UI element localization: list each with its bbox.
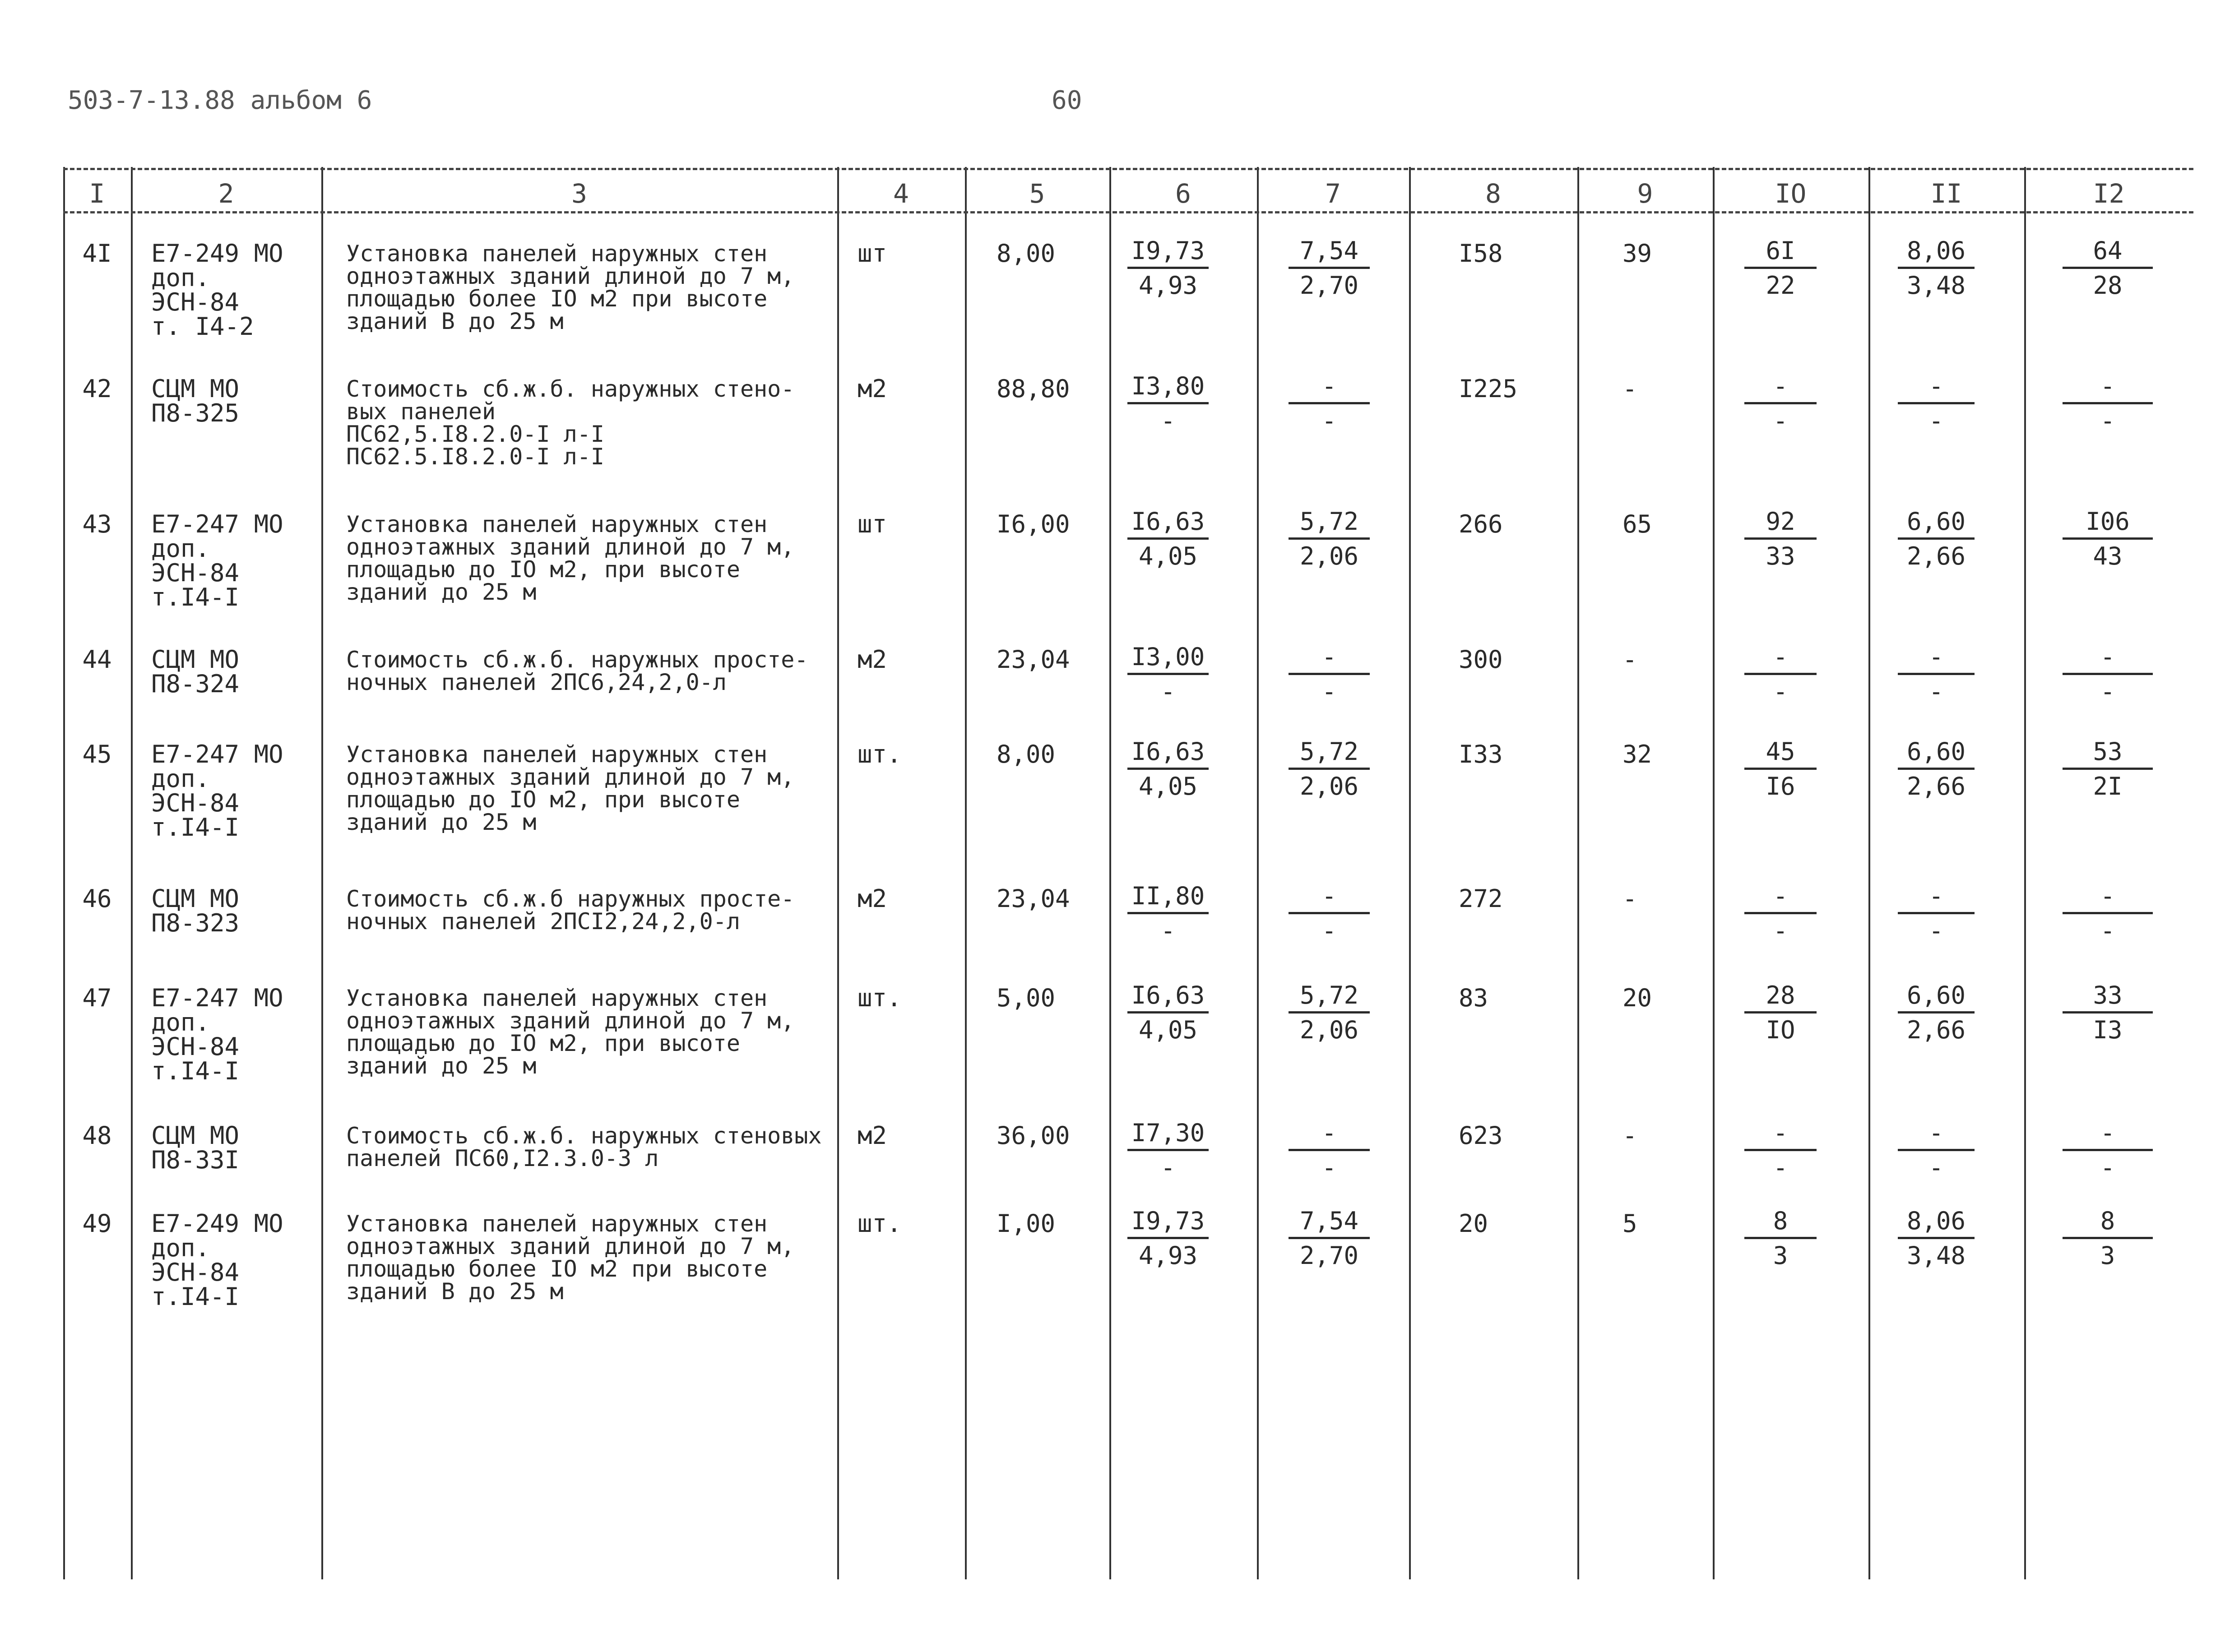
numerator: - bbox=[2063, 1119, 2153, 1151]
row-number: 46 bbox=[82, 884, 112, 913]
numerator: - bbox=[1744, 1119, 1817, 1151]
denominator: 43 bbox=[2093, 542, 2123, 570]
column-10-value bbox=[1744, 1119, 1817, 1185]
header-top-rule bbox=[63, 168, 2193, 170]
total-wage: - bbox=[1622, 375, 1637, 403]
quantity: 5,00 bbox=[997, 984, 1056, 1012]
numerator: I9,73 bbox=[1127, 1207, 1209, 1239]
numerator: 33 bbox=[2063, 981, 2153, 1013]
numerator: - bbox=[2063, 643, 2153, 675]
denominator: IO bbox=[1766, 1016, 1795, 1044]
column-12-value bbox=[2063, 882, 2153, 948]
column-11-value bbox=[1898, 372, 1975, 438]
denominator: - bbox=[1928, 407, 1944, 435]
quantity: 8,00 bbox=[997, 239, 1056, 268]
row-number: 49 bbox=[82, 1209, 112, 1238]
unit-wage-cost bbox=[1289, 237, 1370, 302]
denominator: - bbox=[1928, 1153, 1944, 1182]
column-number: 2 bbox=[218, 178, 234, 209]
column-number: I2 bbox=[2093, 178, 2125, 209]
work-description: Стоимость сб.ж.б. наружных стеновых панелей ПС60,I2.3.0-3 л bbox=[346, 1123, 822, 1171]
unit-of-measure: м2 bbox=[858, 1121, 887, 1150]
numerator: - bbox=[1744, 372, 1817, 404]
row-number: 47 bbox=[82, 984, 112, 1012]
work-description: Стоимость сб.ж.б. наружных просте- ночных панелей 2ПС6,24,2,0-л bbox=[346, 647, 808, 695]
column-11-value bbox=[1898, 1207, 1975, 1273]
numerator: 64 bbox=[2063, 237, 2153, 269]
column-11-value bbox=[1898, 981, 1975, 1047]
norm-code: СЦМ МО П8-324 bbox=[151, 645, 240, 698]
total-cost: 300 bbox=[1459, 645, 1503, 674]
norm-code: Е7-249 МО доп. ЭСН-84 т. I4-2 bbox=[151, 239, 283, 341]
total-cost: I225 bbox=[1459, 375, 1518, 403]
column-12-value bbox=[2063, 1207, 2153, 1273]
denominator: 2,06 bbox=[1299, 542, 1359, 570]
denominator: 2I bbox=[2093, 772, 2123, 801]
quantity: 36,00 bbox=[997, 1121, 1070, 1150]
numerator: 8 bbox=[2063, 1207, 2153, 1239]
numerator: - bbox=[1898, 372, 1975, 404]
quantity: I6,00 bbox=[997, 510, 1070, 538]
column-number: 8 bbox=[1485, 178, 1501, 209]
total-cost: I33 bbox=[1459, 740, 1503, 768]
denominator: - bbox=[2100, 916, 2115, 945]
numerator: 92 bbox=[1744, 508, 1817, 540]
denominator: 2,66 bbox=[1906, 1016, 1966, 1044]
denominator: 2,66 bbox=[1906, 772, 1966, 801]
header-bottom-rule bbox=[63, 211, 2193, 213]
denominator: - bbox=[1321, 677, 1337, 706]
unit-wage-cost bbox=[1289, 738, 1370, 803]
column-divider bbox=[837, 167, 839, 1579]
column-number: 9 bbox=[1637, 178, 1653, 209]
numerator: I06 bbox=[2063, 508, 2153, 540]
denominator: 2,66 bbox=[1906, 542, 1966, 570]
denominator: 2,70 bbox=[1299, 1241, 1359, 1270]
numerator: 5,72 bbox=[1289, 738, 1370, 770]
denominator: 2,70 bbox=[1299, 271, 1359, 300]
column-number: 4 bbox=[893, 178, 909, 209]
quantity: 88,80 bbox=[997, 375, 1070, 403]
unit-of-measure: шт bbox=[858, 510, 887, 538]
unit-wage-cost bbox=[1289, 882, 1370, 948]
denominator: - bbox=[1160, 407, 1176, 435]
column-12-value bbox=[2063, 643, 2153, 708]
unit-wage-cost bbox=[1289, 508, 1370, 573]
denominator: - bbox=[1773, 677, 1788, 706]
work-description: Установка панелей наружных стен одноэтажных зданий длиной до 7 м, площадью более IO м2 при высоте зданий В до 25 м bbox=[346, 1211, 795, 1305]
numerator: 6,60 bbox=[1898, 981, 1975, 1013]
norm-code: Е7-247 МО доп. ЭСН-84 т.I4-I bbox=[151, 984, 283, 1085]
norm-code: СЦМ МО П8-33I bbox=[151, 1121, 240, 1174]
denominator: - bbox=[1321, 916, 1337, 945]
column-10-value bbox=[1744, 981, 1817, 1047]
denominator: 4,93 bbox=[1138, 1241, 1198, 1270]
norm-code: СЦМ МО П8-323 bbox=[151, 884, 240, 937]
denominator: 22 bbox=[1766, 271, 1795, 300]
numerator: 6,60 bbox=[1898, 508, 1975, 540]
numerator: II,80 bbox=[1127, 882, 1209, 914]
denominator: I3 bbox=[2093, 1016, 2123, 1044]
total-wage: 5 bbox=[1622, 1209, 1637, 1238]
numerator: 5,72 bbox=[1289, 508, 1370, 540]
numerator: - bbox=[1289, 1119, 1370, 1151]
numerator: 28 bbox=[1744, 981, 1817, 1013]
column-number: I bbox=[89, 178, 105, 209]
denominator: 28 bbox=[2093, 271, 2123, 300]
column-divider bbox=[1409, 167, 1411, 1579]
numerator: 5,72 bbox=[1289, 981, 1370, 1013]
unit-wage-cost bbox=[1289, 643, 1370, 708]
column-10-value bbox=[1744, 643, 1817, 708]
unit-wage-cost bbox=[1289, 1207, 1370, 1273]
denominator: 3,48 bbox=[1906, 1241, 1966, 1270]
numerator: 6I bbox=[1744, 237, 1817, 269]
column-divider bbox=[131, 167, 133, 1579]
total-wage: - bbox=[1622, 1121, 1637, 1150]
unit-of-measure: м2 bbox=[858, 375, 887, 403]
row-number: 48 bbox=[82, 1121, 112, 1150]
numerator: I6,63 bbox=[1127, 981, 1209, 1013]
numerator: - bbox=[1289, 882, 1370, 914]
row-number: 44 bbox=[82, 645, 112, 674]
total-wage: 39 bbox=[1622, 239, 1652, 268]
column-divider bbox=[1109, 167, 1111, 1579]
column-12-value bbox=[2063, 738, 2153, 803]
norm-code: СЦМ МО П8-325 bbox=[151, 375, 240, 427]
denominator: - bbox=[1928, 916, 1944, 945]
column-divider bbox=[1713, 167, 1715, 1579]
unit-of-measure: м2 bbox=[858, 884, 887, 913]
total-wage: - bbox=[1622, 645, 1637, 674]
numerator: - bbox=[1289, 372, 1370, 404]
column-10-value bbox=[1744, 1207, 1817, 1273]
total-cost: 83 bbox=[1459, 984, 1488, 1012]
unit-of-measure: шт. bbox=[858, 1209, 902, 1238]
unit-cost bbox=[1127, 237, 1209, 302]
work-description: Стоимость сб.ж.б наружных просте- ночных панелей 2ПСI2,24,2,0-л bbox=[346, 886, 795, 935]
column-11-value bbox=[1898, 508, 1975, 573]
denominator: - bbox=[2100, 407, 2115, 435]
denominator: - bbox=[1160, 677, 1176, 706]
denominator: - bbox=[1160, 1153, 1176, 1182]
norm-code: Е7-249 МО доп. ЭСН-84 т.I4-I bbox=[151, 1209, 283, 1311]
numerator: I6,63 bbox=[1127, 738, 1209, 770]
total-wage: 32 bbox=[1622, 740, 1652, 768]
column-11-value bbox=[1898, 237, 1975, 302]
denominator: 3 bbox=[2100, 1241, 2115, 1270]
denominator: I6 bbox=[1766, 772, 1795, 801]
unit-of-measure: м2 bbox=[858, 645, 887, 674]
numerator: - bbox=[1289, 643, 1370, 675]
denominator: - bbox=[1321, 1153, 1337, 1182]
column-11-value bbox=[1898, 882, 1975, 948]
denominator: - bbox=[1321, 407, 1337, 435]
row-number: 43 bbox=[82, 510, 112, 538]
total-cost: 266 bbox=[1459, 510, 1503, 538]
unit-wage-cost bbox=[1289, 981, 1370, 1047]
numerator: - bbox=[2063, 882, 2153, 914]
column-number: 5 bbox=[1029, 178, 1045, 209]
unit-cost bbox=[1127, 643, 1209, 708]
total-wage: 20 bbox=[1622, 984, 1652, 1012]
denominator: - bbox=[1773, 1153, 1788, 1182]
column-12-value bbox=[2063, 372, 2153, 438]
numerator: I7,30 bbox=[1127, 1119, 1209, 1151]
column-divider bbox=[1577, 167, 1579, 1579]
numerator: 8,06 bbox=[1898, 237, 1975, 269]
column-12-value bbox=[2063, 1119, 2153, 1185]
numerator: 7,54 bbox=[1289, 237, 1370, 269]
column-number: 6 bbox=[1175, 178, 1191, 209]
column-10-value bbox=[1744, 372, 1817, 438]
column-number: 3 bbox=[571, 178, 587, 209]
denominator: - bbox=[1160, 916, 1176, 945]
denominator: - bbox=[1773, 407, 1788, 435]
numerator: - bbox=[1898, 643, 1975, 675]
work-description: Установка панелей наружных стен одноэтажных зданий длиной до 7 м, площадью более IO м2 при высоте зданий В до 25 м bbox=[346, 241, 795, 334]
total-cost: I58 bbox=[1459, 239, 1503, 268]
unit-wage-cost bbox=[1289, 372, 1370, 438]
unit-cost bbox=[1127, 981, 1209, 1047]
unit-cost bbox=[1127, 1119, 1209, 1185]
denominator: - bbox=[1928, 677, 1944, 706]
unit-of-measure: шт bbox=[858, 239, 887, 268]
numerator: 8,06 bbox=[1898, 1207, 1975, 1239]
column-10-value bbox=[1744, 508, 1817, 573]
row-number: 4I bbox=[82, 239, 112, 268]
column-12-value bbox=[2063, 508, 2153, 573]
denominator: - bbox=[2100, 677, 2115, 706]
column-12-value bbox=[2063, 981, 2153, 1047]
unit-of-measure: шт. bbox=[858, 740, 902, 768]
numerator: 53 bbox=[2063, 738, 2153, 770]
numerator: - bbox=[1744, 882, 1817, 914]
row-number: 42 bbox=[82, 375, 112, 403]
column-divider bbox=[1868, 167, 1870, 1579]
column-11-value bbox=[1898, 643, 1975, 708]
denominator: 3,48 bbox=[1906, 271, 1966, 300]
document-reference: 503-7-13.88 альбом 6 bbox=[68, 86, 372, 115]
denominator: - bbox=[1773, 916, 1788, 945]
unit-cost bbox=[1127, 372, 1209, 438]
numerator: 7,54 bbox=[1289, 1207, 1370, 1239]
quantity: 8,00 bbox=[997, 740, 1056, 768]
work-description: Установка панелей наружных стен одноэтажных зданий длиной до 7 м, площадью до IO м2, при высоте зданий до 25 м bbox=[346, 511, 795, 605]
numerator: - bbox=[1744, 643, 1817, 675]
quantity: I,00 bbox=[997, 1209, 1056, 1238]
page-number: 60 bbox=[1052, 86, 1082, 115]
numerator: I6,63 bbox=[1127, 508, 1209, 540]
numerator: I3,80 bbox=[1127, 372, 1209, 404]
work-description: Установка панелей наружных стен одноэтажных зданий длиной до 7 м, площадью до IO м2, при высоте зданий до 25 м bbox=[346, 741, 795, 835]
unit-cost bbox=[1127, 882, 1209, 948]
numerator: - bbox=[1898, 1119, 1975, 1151]
denominator: - bbox=[2100, 1153, 2115, 1182]
unit-cost bbox=[1127, 508, 1209, 573]
denominator: 4,05 bbox=[1138, 772, 1198, 801]
column-10-value bbox=[1744, 882, 1817, 948]
quantity: 23,04 bbox=[997, 884, 1070, 913]
total-cost: 20 bbox=[1459, 1209, 1488, 1238]
column-divider bbox=[1257, 167, 1259, 1579]
column-11-value bbox=[1898, 1119, 1975, 1185]
total-cost: 272 bbox=[1459, 884, 1503, 913]
denominator: 4,05 bbox=[1138, 1016, 1198, 1044]
column-10-value bbox=[1744, 738, 1817, 803]
quantity: 23,04 bbox=[997, 645, 1070, 674]
unit-of-measure: шт. bbox=[858, 984, 902, 1012]
unit-cost bbox=[1127, 738, 1209, 803]
column-11-value bbox=[1898, 738, 1975, 803]
unit-cost bbox=[1127, 1207, 1209, 1273]
column-12-value bbox=[2063, 237, 2153, 302]
column-number: II bbox=[1930, 178, 1962, 209]
numerator: I9,73 bbox=[1127, 237, 1209, 269]
denominator: 3 bbox=[1773, 1241, 1788, 1270]
denominator: 4,05 bbox=[1138, 542, 1198, 570]
denominator: 4,93 bbox=[1138, 271, 1198, 300]
work-description: Установка панелей наружных стен одноэтажных зданий длиной до 7 м, площадью до IO м2, при высоте зданий до 25 м bbox=[346, 985, 795, 1079]
norm-code: Е7-247 МО доп. ЭСН-84 т.I4-I bbox=[151, 510, 283, 611]
total-wage: 65 bbox=[1622, 510, 1652, 538]
numerator: 45 bbox=[1744, 738, 1817, 770]
denominator: 2,06 bbox=[1299, 772, 1359, 801]
denominator: 33 bbox=[1766, 542, 1795, 570]
total-cost: 623 bbox=[1459, 1121, 1503, 1150]
total-wage: - bbox=[1622, 884, 1637, 913]
norm-code: Е7-247 МО доп. ЭСН-84 т.I4-I bbox=[151, 740, 283, 842]
unit-wage-cost bbox=[1289, 1119, 1370, 1185]
column-divider bbox=[2024, 167, 2026, 1579]
column-10-value bbox=[1744, 237, 1817, 302]
row-number: 45 bbox=[82, 740, 112, 768]
column-divider bbox=[321, 167, 323, 1579]
numerator: - bbox=[2063, 372, 2153, 404]
numerator: I3,00 bbox=[1127, 643, 1209, 675]
denominator: 2,06 bbox=[1299, 1016, 1359, 1044]
work-description: Стоимость сб.ж.б. наружных стено- вых панелей ПС62,5.I8.2.0-I л-I ПС62.5.I8.2.0-I л-I bbox=[346, 376, 795, 470]
numerator: 6,60 bbox=[1898, 738, 1975, 770]
numerator: - bbox=[1898, 882, 1975, 914]
column-number: 7 bbox=[1325, 178, 1341, 209]
numerator: 8 bbox=[1744, 1207, 1817, 1239]
column-divider bbox=[965, 167, 967, 1579]
column-number: IO bbox=[1775, 178, 1807, 209]
